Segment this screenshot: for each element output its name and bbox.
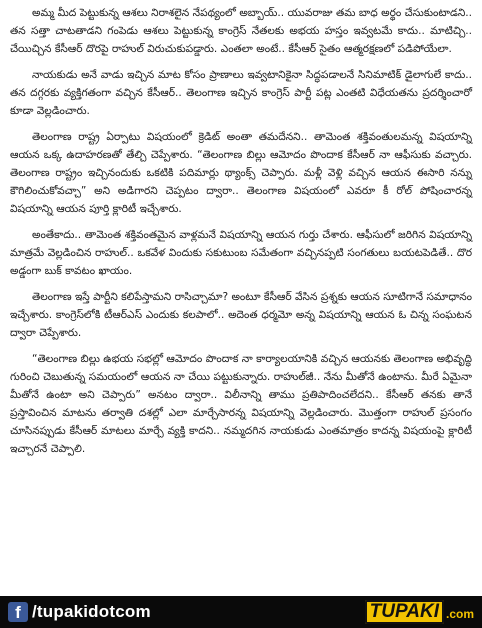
article-paragraph: “తెలంగాణ బిల్లు ఉభయ సభల్లో ఆమోదం పొందాక నా కార్యాలయానికి వచ్చిన ఆయనకు తెలంగాణ అభివృద్ధి గురించి చెబుతున్న సమయంలో ఆయన నా చేయి పట్టుకున్నారు. రాహుల్‌జీ.. నేను మీతోనే ఉంటాను. మీరే ఏమైనా మీతోనే ఉంటా అని చెప్పారు” అనటం ద్వారా.. విలీనాన్ని తాము ప్రతిపాదించలేదని.. కేసీఆర్ తనకు తానే ప్రస్తావించిన మాటను తర్వాతి దశల్లో ఎలా మార్చేసారన్న విషయాన్ని వెల్లడించారు. మొత్తంగా రాహుల్ ప్రసంగం చూసినప్పుడు కేసీఆర్ మాటలు మార్చే వ్యక్తి కాదని.. నమ్మదగిన నాయకుడు ఎంతమాత్రం కాదన్న విషయంపై క్లారిటీ ఇచ్చారనే చెప్పాలి. — [10, 353, 472, 455]
article-paragraph: నాయకుడు అనే వాడు ఇచ్చిన మాట కోసం ప్రాణాలు ఇవ్వటానికైనా సిద్ధపడాలనే సినిమాటిక్ డైలాగులే కాదు.. తన దగ్గరకు వ్యక్తిగతంగా వచ్చిన కేసీఆర్.. తెలంగాణ ఇచ్చిన కాంగ్రెస్ పార్టీ పట్ల ఎంతటి విధేయతను ప్రదర్శించారో కూడా వెల్లడించారు. — [10, 69, 472, 117]
article-paragraph: అంతేకాదు.. తామెంత శక్తివంతమైన వాళ్లమనే విషయాన్ని ఆయన గుర్తు చేశారు. ఆఫీసులో జరిగిన విషయాన్ని మాత్రమే వెల్లడించిన రాహుల్.. ఒకవేళ విందుకు సకుటుంబ సమేతంగా వచ్చినప్పటి సంగతులు బయటపెడితే.. దొర అడ్డంగా బుక్ కావటం ఖాయం. — [10, 229, 472, 277]
footer-bar — [0, 596, 482, 628]
article-paragraph: తెలంగాణ రాష్ట్ర ఏర్పాటు విషయంలో క్రెడిట్ అంతా తమదేనని.. తామెంత శక్తివంతులమన్న విషయాన్ని ఆయన ఒక్క ఉదాహరణతో తేల్చి చెప్పేశారు. “తెలంగాణ బిల్లు ఆమోదం పొందాక కేసీఆర్ నా ఆఫీసుకు వచ్చారు. తెలంగాణ రాష్ట్రం ఇచ్చినందుకు ఒకటికి పదిమార్లు థ్యాంక్స్ చెప్పారు. మళ్లీ వెళ్లి వచ్చిన ఆయన ఈసారి నన్ను కౌగిలించుకోవచ్చా” అని అడిగారని చెప్పటం ద్వారా.. తెలంగాణ విషయంలో ఎవరూ కీ రోల్ పోషించారన్న విషయాన్ని ఆయన పూర్తి క్లారిటీ ఇచ్చేశారు. — [10, 131, 472, 215]
brand-logo[interactable] — [365, 600, 474, 624]
facebook-handle: /tupakidotcom — [32, 602, 151, 621]
facebook-link[interactable] — [8, 602, 151, 622]
brand-logo-text: TUPAKI — [365, 600, 444, 624]
article-paragraph: అమ్మ మీద పెట్టుకున్న ఆశలు నిరాశలైన నేపథ్యంలో అబ్బాయ్.. యువరాజు తమ బాధ అర్థం చేసుకుంటాడని.. తన సత్తా చాటతాడని గంపెడు ఆశలు పెట్టుకున్న కాంగ్రెస్ నేతలకు అభయ హస్తం ఇవ్వటమే కాదు.. మాటిచ్చి.. చేయిచ్చిన కేసీఆర్ దొరపై రాహుల్ విరుచుకుపడ్డారు. ఎంతలా అంటే.. కేసీఆర్ సైతం ఆత్మరక్షణలో పడిపోయేలా. — [10, 7, 472, 55]
article-paragraph: తెలంగాణ ఇస్తే పార్టీని కలిపేస్తామని రాసిచ్చామా? అంటూ కేసీఆర్ వేసిన ప్రశ్నకు ఆయన సూటిగానే సమాధానం ఇచ్చేశారు. కాంగ్రెస్‌లోకి టీఆర్ఎస్ ఎందుకు కలపాలో.. అదెంత ధర్మమో అన్న విషయాన్ని ఆయన ఓ చిన్న సంఘటన ద్వారా చెప్పేశారు. — [10, 291, 472, 339]
brand-domain: .com — [445, 607, 474, 621]
facebook-icon: f — [8, 602, 28, 622]
